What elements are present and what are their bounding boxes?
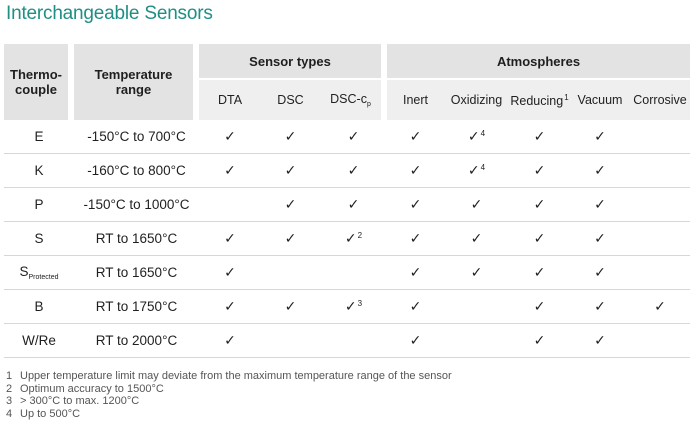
check-cell xyxy=(444,154,509,188)
check-cell xyxy=(444,222,509,256)
footnote-ref: 2 xyxy=(357,231,363,240)
header-dsc: DSC xyxy=(261,80,320,120)
check-icon: ✓ xyxy=(533,332,546,348)
check-icon: ✓ xyxy=(594,298,606,314)
header-inert: Inert xyxy=(387,80,444,120)
temperature-range-cell: RT to 1650°C xyxy=(74,222,199,256)
check-cell xyxy=(630,222,690,256)
thermocouple-cell: B xyxy=(4,290,74,324)
check-cell xyxy=(199,324,261,358)
check-icon: ✓ xyxy=(409,264,422,280)
check-cell xyxy=(261,222,320,256)
check-cell xyxy=(570,290,630,324)
footnote: 3 > 300°C to max. 1200°C xyxy=(6,395,140,407)
check-icon: ✓ xyxy=(284,162,297,178)
table-row xyxy=(4,324,690,358)
check-icon: ✓ xyxy=(533,162,546,178)
header-reducing: Reducing$^1$ xyxy=(509,80,570,120)
check-icon: ✓ xyxy=(224,264,236,280)
temperature-range-cell: RT to 1650°C xyxy=(74,256,199,290)
check-icon: ✓ xyxy=(409,298,422,314)
header-dta: DTA xyxy=(199,80,261,120)
check-cell xyxy=(444,324,509,358)
footnote: 2 Optimum accuracy to 1500°C xyxy=(6,382,164,395)
check-icon: ✓ xyxy=(344,230,357,246)
check-icon: ✓ xyxy=(594,128,606,144)
table-row xyxy=(4,120,690,154)
check-icon: ✓ xyxy=(347,162,360,178)
check-icon: ✓ xyxy=(409,230,422,246)
footnote-ref: 4 xyxy=(480,129,486,138)
check-cell xyxy=(570,120,630,154)
check-cell xyxy=(444,256,509,290)
check-cell xyxy=(630,154,690,188)
table-row xyxy=(4,188,690,222)
check-cell xyxy=(387,256,444,290)
check-icon: ✓ xyxy=(409,332,422,348)
check-cell xyxy=(444,120,509,154)
check-icon: ✓ xyxy=(470,264,483,280)
sensor-table xyxy=(4,44,690,358)
footnote: 4 Up to 500°C xyxy=(6,407,81,420)
header-sensor-types: Sensor types xyxy=(199,44,387,80)
check-icon: ✓ xyxy=(347,196,360,212)
check-cell xyxy=(387,324,444,358)
check-cell xyxy=(509,188,570,222)
check-cell xyxy=(320,256,387,290)
check-cell xyxy=(387,290,444,324)
header-atmospheres: Atmospheres xyxy=(387,44,690,80)
check-cell xyxy=(199,120,261,154)
header-oxidizing: Oxidizing xyxy=(444,80,509,120)
check-icon: ✓ xyxy=(594,230,606,246)
table-row xyxy=(4,222,690,256)
temperature-range-cell: -160°C to 800°C xyxy=(74,154,199,188)
table-row xyxy=(4,290,690,324)
check-icon: ✓ xyxy=(409,128,422,144)
check-icon: ✓ xyxy=(654,298,666,314)
check-icon: ✓ xyxy=(594,162,606,178)
page-title: Interchangeable Sensors xyxy=(6,3,213,24)
check-cell xyxy=(509,120,570,154)
check-cell xyxy=(261,290,320,324)
check-cell xyxy=(509,324,570,358)
check-icon: ✓ xyxy=(533,128,546,144)
thermocouple-cell: P xyxy=(4,188,74,222)
check-cell xyxy=(387,222,444,256)
check-icon: ✓ xyxy=(224,128,236,144)
check-icon: ✓ xyxy=(467,128,480,144)
check-cell xyxy=(387,154,444,188)
thermocouple-cell: $S_{Protected}$ xyxy=(4,256,74,290)
check-cell xyxy=(261,324,320,358)
check-cell xyxy=(261,120,320,154)
check-cell xyxy=(570,188,630,222)
check-cell xyxy=(630,120,690,154)
check-cell xyxy=(261,188,320,222)
check-icon: ✓ xyxy=(533,298,546,314)
check-icon: ✓ xyxy=(594,332,606,348)
check-cell xyxy=(320,188,387,222)
check-cell xyxy=(630,256,690,290)
check-icon: ✓ xyxy=(224,332,236,348)
check-cell xyxy=(509,222,570,256)
check-icon: ✓ xyxy=(470,196,483,212)
check-icon: ✓ xyxy=(533,264,546,280)
header-corrosive: Corrosive xyxy=(630,80,690,120)
check-cell xyxy=(199,188,261,222)
check-cell xyxy=(387,120,444,154)
temperature-range-cell: RT to 2000°C xyxy=(74,324,199,358)
temperature-range-cell: -150°C to 700°C xyxy=(74,120,199,154)
check-icon: ✓ xyxy=(224,230,236,246)
thermocouple-cell: K xyxy=(4,154,74,188)
footnote: 1 Upper temperature limit may deviate from the maximum temperature range of the sensor xyxy=(6,370,452,382)
check-cell xyxy=(570,222,630,256)
check-cell xyxy=(570,256,630,290)
temperature-range-cell: RT to 1750°C xyxy=(74,290,199,324)
check-cell xyxy=(630,188,690,222)
table-row xyxy=(4,154,690,188)
check-icon: ✓ xyxy=(470,230,483,246)
check-cell xyxy=(444,290,509,324)
check-cell xyxy=(630,290,690,324)
check-cell xyxy=(444,188,509,222)
check-cell xyxy=(570,324,630,358)
thermocouple-cell: S xyxy=(4,222,74,256)
thermocouple-cell: W/Re xyxy=(4,324,74,358)
check-icon: ✓ xyxy=(594,264,606,280)
check-icon: ✓ xyxy=(533,230,546,246)
check-cell xyxy=(261,256,320,290)
check-cell xyxy=(261,154,320,188)
check-icon: ✓ xyxy=(224,162,236,178)
header-dsc-cp: DSC-$c_p$ xyxy=(320,80,387,120)
footnotes xyxy=(6,370,452,420)
check-cell xyxy=(199,154,261,188)
check-icon: ✓ xyxy=(347,128,360,144)
check-icon: ✓ xyxy=(533,196,546,212)
check-cell xyxy=(199,290,261,324)
check-cell xyxy=(320,154,387,188)
check-cell xyxy=(509,290,570,324)
check-cell xyxy=(320,222,387,256)
check-cell xyxy=(387,188,444,222)
check-cell xyxy=(199,222,261,256)
check-cell xyxy=(199,256,261,290)
footnote-ref: 4 xyxy=(480,163,486,172)
check-icon: ✓ xyxy=(284,298,297,314)
check-icon: ✓ xyxy=(594,196,606,212)
check-cell xyxy=(320,120,387,154)
check-icon: ✓ xyxy=(409,196,422,212)
check-icon: ✓ xyxy=(284,128,297,144)
header-thermocouple: Thermo- couple xyxy=(4,44,74,120)
check-cell xyxy=(320,324,387,358)
footnote-ref: 3 xyxy=(357,299,363,308)
table-row xyxy=(4,256,690,290)
header-vacuum: Vacuum xyxy=(570,80,630,120)
check-icon: ✓ xyxy=(284,230,297,246)
temperature-range-cell: -150°C to 1000°C xyxy=(74,188,199,222)
check-icon: ✓ xyxy=(344,298,357,314)
thermocouple-cell: E xyxy=(4,120,74,154)
check-cell xyxy=(320,290,387,324)
check-icon: ✓ xyxy=(284,196,297,212)
check-cell xyxy=(509,256,570,290)
header-temperature-range: Temperature range xyxy=(74,44,199,120)
check-icon: ✓ xyxy=(467,162,480,178)
check-cell xyxy=(630,324,690,358)
check-cell xyxy=(509,154,570,188)
check-icon: ✓ xyxy=(224,298,236,314)
check-icon: ✓ xyxy=(409,162,422,178)
check-cell xyxy=(570,154,630,188)
